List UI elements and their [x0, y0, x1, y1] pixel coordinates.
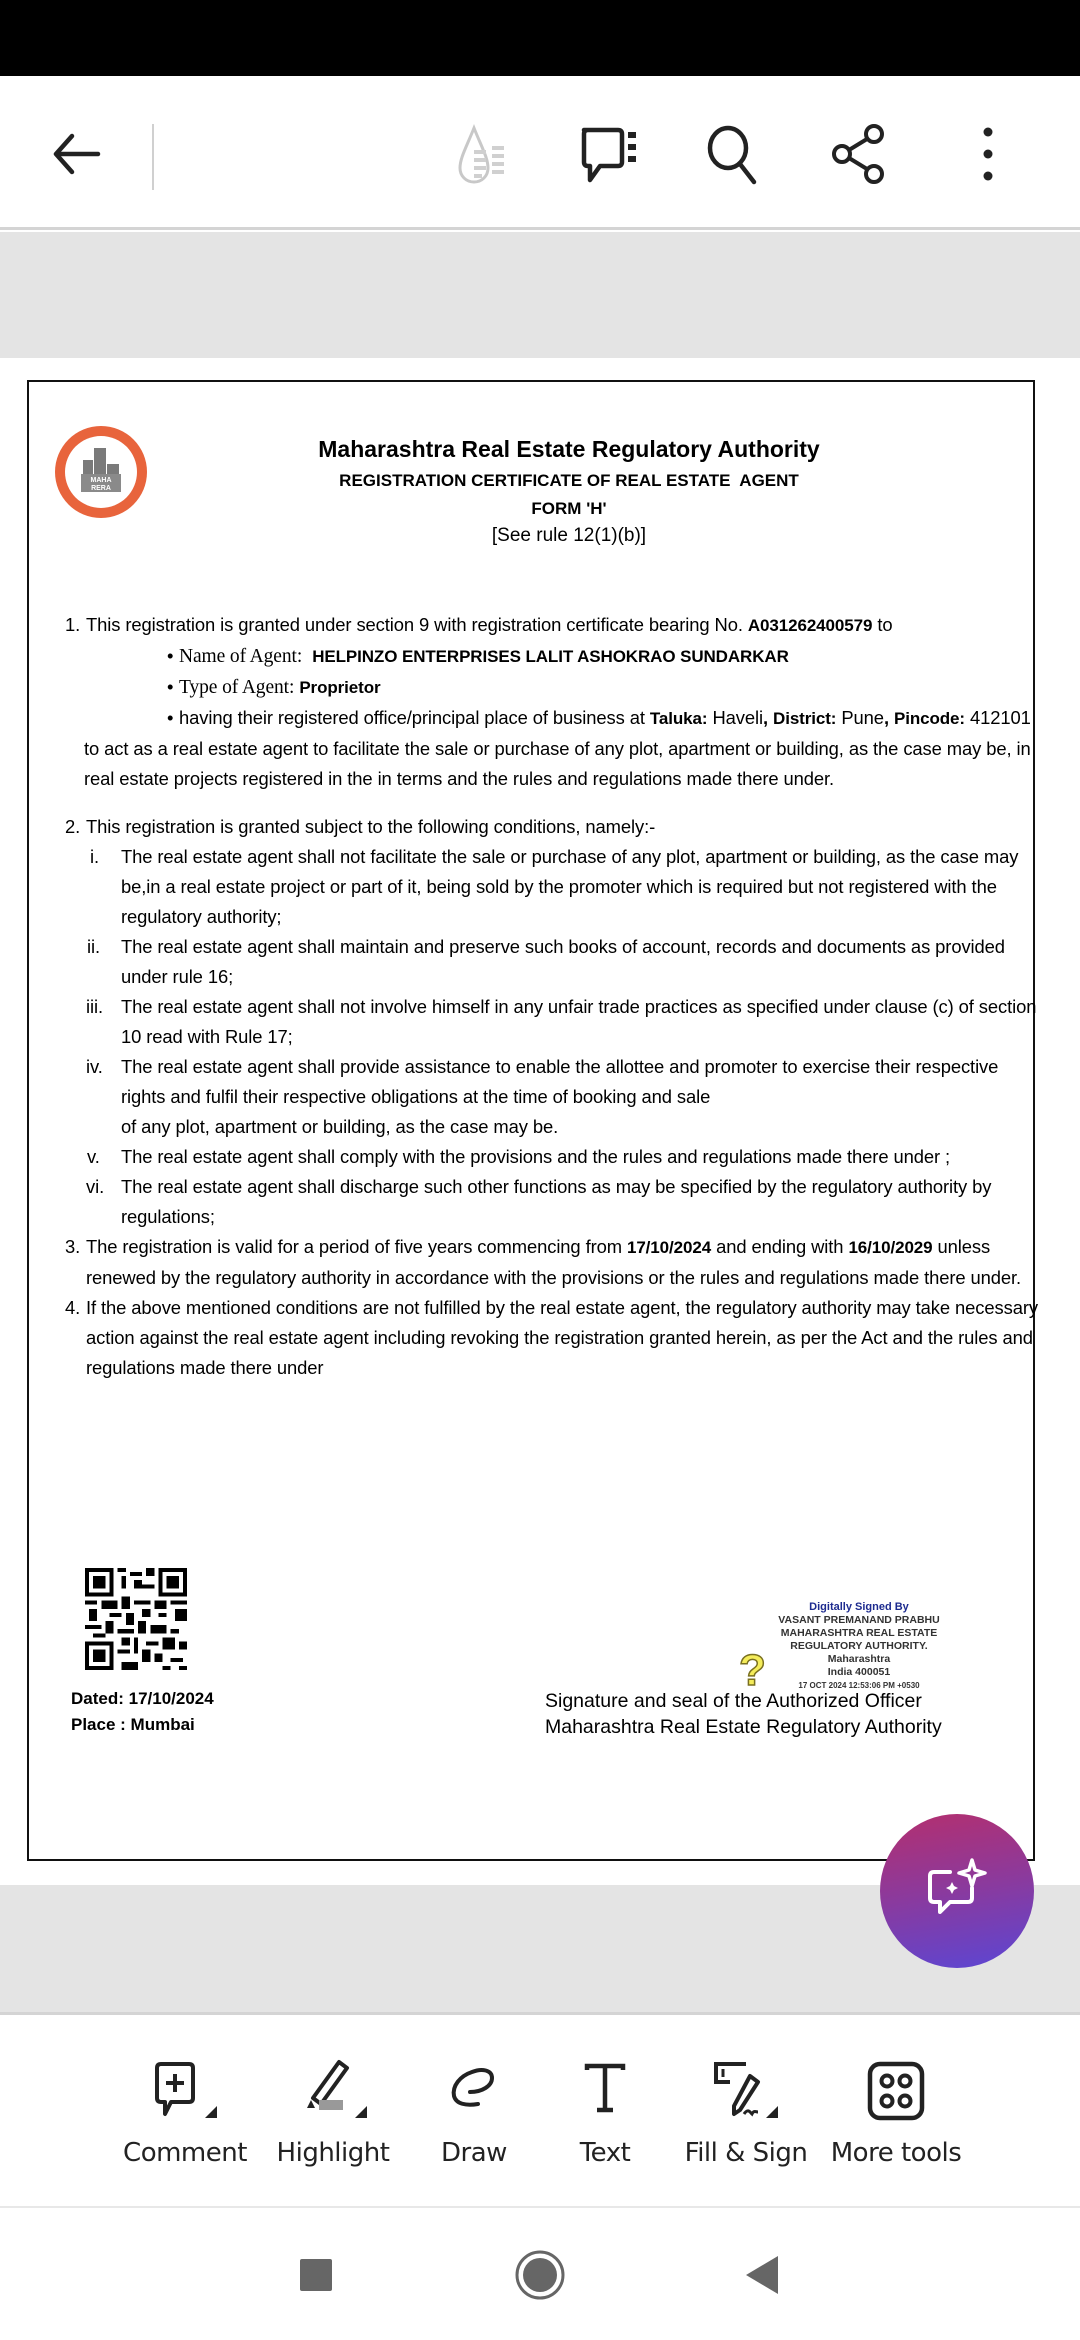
- more-options-icon: [978, 126, 998, 182]
- pdf-page[interactable]: [0, 358, 1080, 1885]
- condition-vi: vi. The real estate agent shall discharge such other functions as may be specified by the regulatory authority by regulations;: [86, 1176, 992, 1227]
- condition-iv: iv. The real estate agent shall provide assistance to enable the allottee and promoter to exercise their respective rights and fulfil their respective obligations at the time of booking and sale of any plot, apartment or building, as the case may be.: [86, 1056, 999, 1137]
- comments-list-button[interactable]: [572, 116, 648, 192]
- back-button[interactable]: [38, 116, 114, 192]
- search-icon: [702, 122, 766, 186]
- signature-caption: Signature and seal of the Authorized Officer Maharashtra Real Estate Regulatory Authority: [545, 1690, 942, 1738]
- back-triangle-icon: [744, 2255, 780, 2295]
- tool-more-tools[interactable]: More tools: [821, 2058, 971, 2188]
- agent-name: HELPINZO ENTERPRISES LALIT ASHOKRAO SUNDARKAR: [312, 647, 789, 666]
- certificate-body: [65, 610, 1045, 1383]
- svg-text:MAHA: MAHA: [90, 477, 112, 484]
- app-bar: [0, 76, 1080, 230]
- clause-2: 2. This registration is granted subject to the following conditions, namely:-: [65, 816, 656, 837]
- validity-end-date: 16/10/2029: [848, 1238, 933, 1257]
- certificate-number: A031262400579: [747, 616, 873, 635]
- app-bar-divider: [152, 124, 154, 190]
- comment-add-icon: [145, 2058, 225, 2130]
- draw-icon: [434, 2058, 514, 2130]
- clause-1: 1. This registration is granted under section 9 with registration certificate bearing No. A031262400579 to: [65, 614, 893, 635]
- ai-assistant-button[interactable]: [880, 1814, 1034, 1968]
- tool-comment[interactable]: Comment: [110, 2058, 260, 2188]
- agent-type: Proprietor: [299, 678, 381, 697]
- liquid-mode-icon: [452, 122, 516, 186]
- home-circle-icon: [514, 2249, 566, 2301]
- dated: Dated: 17/10/2024: [71, 1689, 214, 1708]
- clause-3: 3. The registration is valid for a period of five years commencing from 17/10/2024 and ending with 16/10/2029 unless renewed by the regulatory authority in accordance with the provisions or the rules and regulations made there under.: [65, 1236, 1022, 1288]
- rule-reference: [See rule 12(1)(b)]: [491, 525, 647, 546]
- validity-start-date: 17/10/2024: [626, 1238, 712, 1257]
- tool-draw[interactable]: Draw: [399, 2058, 549, 2188]
- text-icon: [565, 2058, 645, 2130]
- bottom-toolbar: [0, 2018, 1080, 2208]
- tool-highlight[interactable]: Highlight: [258, 2058, 408, 2188]
- highlighter-icon: [293, 2058, 373, 2130]
- agent-address-item: • having their registered office/principal place of business at Taluka: Haveli, District: Pune, Pincode: 412101: [167, 707, 1031, 728]
- nav-home-button[interactable]: [500, 2240, 580, 2310]
- form-label: FORM 'H': [531, 499, 607, 518]
- certificate-border: [27, 380, 1038, 1861]
- qr-code: [85, 1568, 187, 1670]
- back-arrow-icon: [48, 126, 104, 182]
- maharera-logo: [51, 422, 151, 522]
- status-bar: [0, 0, 1080, 76]
- agent-type-item: • Type of Agent: Proprietor: [167, 676, 381, 698]
- liquid-mode-button[interactable]: [446, 116, 522, 192]
- clause-1-tail: to act as a real estate agent to facilitate the sale or purchase of any plot, apartment or building, as the case may be, in real estate projects registered in the in terms and the rules and regulations made there under.: [84, 738, 1031, 789]
- svg-text:RERA: RERA: [91, 485, 111, 492]
- authority-heading: Maharashtra Real Estate Regulatory Authority: [318, 436, 820, 462]
- share-icon: [828, 122, 892, 186]
- condition-v: v. The real estate agent shall comply with the provisions and the rules and regulations made there under ;: [87, 1146, 951, 1167]
- tool-fill-sign[interactable]: Fill & Sign: [671, 2058, 821, 2188]
- system-nav-bar: [0, 2210, 1080, 2340]
- nav-recents-button[interactable]: [276, 2240, 356, 2310]
- place: Place : Mumbai: [71, 1715, 195, 1734]
- document-gutter-top: [0, 232, 1080, 358]
- ai-assistant-icon: [922, 1856, 992, 1926]
- search-button[interactable]: [696, 116, 772, 192]
- nav-back-button[interactable]: [722, 2240, 802, 2310]
- clause-4: 4. If the above mentioned conditions are not fulfilled by the real estate agent, the regulatory authority may take necessary action against the real estate agent including revoking the registration granted herein, as per the Act and the rules and regulations made there under: [65, 1297, 1038, 1378]
- more-options-button[interactable]: [950, 116, 1026, 192]
- issue-date-place: [71, 1686, 214, 1738]
- share-button[interactable]: [822, 116, 898, 192]
- more-tools-icon: [856, 2058, 936, 2130]
- tool-text[interactable]: Text: [530, 2058, 680, 2188]
- certificate-title: REGISTRATION CERTIFICATE OF REAL ESTATE AGENT: [339, 471, 799, 490]
- comments-list-icon: [578, 122, 642, 186]
- condition-i: i. The real estate agent shall not facilitate the sale or purchase of any plot, apartment or building, as the case may be,in a real estate project or part of it, being sold by the promoter which is required but not registered with the regulatory authority;: [90, 846, 1019, 927]
- condition-iii: iii. The real estate agent shall not involve himself in any unfair trade practices as specified under clause (c) of section 10 read with Rule 17;: [86, 996, 1037, 1047]
- agent-name-item: • Name of Agent: HELPINZO ENTERPRISES LALIT ASHOKRAO SUNDARKAR: [167, 645, 789, 667]
- digital-signature-block[interactable]: Digitally Signed By VASANT PREMANAND PRABHU MAHARASHTRA REAL ESTATE REGULATORY AUTHORITY. Maharashtra India 400051 17 OCT 2024 12:53:06 PM +0530: [778, 1601, 940, 1690]
- recents-square-icon: [299, 2258, 333, 2292]
- signature-unverified-icon: ?: [739, 1646, 766, 1695]
- fill-sign-icon: [706, 2058, 786, 2130]
- condition-ii: ii. The real estate agent shall maintain and preserve such books of account, records and documents as provided under rule 16;: [87, 936, 1005, 987]
